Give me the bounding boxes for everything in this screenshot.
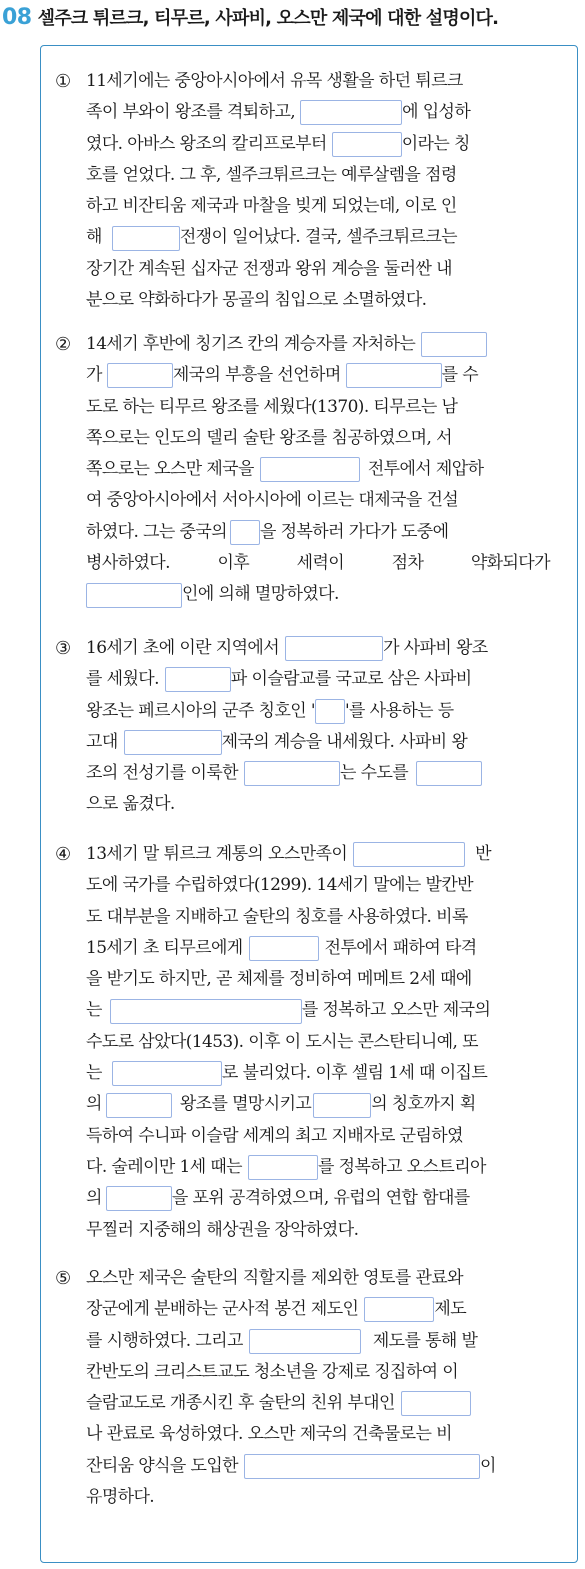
text: 16세기 초에 이란 지역에서 <box>86 638 280 658</box>
text: 제도를 통해 발 <box>372 1330 478 1351</box>
text: 이라는 칭 <box>401 133 470 154</box>
text: 13세기 말 튀르크 계통의 오스만족이 <box>86 844 348 864</box>
item-marker: ⑤ <box>55 1268 71 1289</box>
text: 점차 <box>391 553 424 574</box>
text: 분으로 약화하다가 몽골의 침입으로 소멸하였다. <box>86 290 427 311</box>
text: 의 <box>86 1188 102 1209</box>
text: 잔티움 양식을 도입한 <box>86 1455 239 1476</box>
item-1 <box>55 66 560 316</box>
answer-blank[interactable] <box>249 1329 361 1354</box>
text: 족이 부와이 왕조를 격퇴하고, <box>86 102 296 123</box>
text: 으로 옮겼다. <box>86 794 175 815</box>
text: 가 <box>86 365 102 386</box>
text: 장군에게 분배하는 군사적 봉건 제도인 <box>86 1299 359 1320</box>
text: 을 받기도 하지만, 곧 체제를 정비하여 메메트 2세 때에 <box>86 969 472 990</box>
text: 14세기 후반에 칭기즈 칸의 계승자를 자처하는 <box>86 334 416 354</box>
item-marker: ① <box>55 71 71 92</box>
answer-blank[interactable] <box>315 699 345 724</box>
text: 수도로 삼았다(1453). 이후 이 도시는 콘스탄티니예, 또 <box>86 1031 478 1052</box>
text: 를 정복하고 오스만 제국의 <box>301 1000 491 1021</box>
answer-blank[interactable] <box>421 332 487 357</box>
text: 도에 국가를 수립하였다(1299). 14세기 말에는 발칸반 <box>86 875 473 896</box>
text: 오스만 제국은 술탄의 직할지를 제외한 영토를 관료와 <box>86 1268 463 1288</box>
text: 해 <box>86 227 102 248</box>
answer-blank[interactable] <box>106 1186 172 1211</box>
item-2 <box>55 329 560 611</box>
text: 칸반도의 크리스트교도 청소년을 강제로 징집하여 이 <box>86 1361 459 1382</box>
text: 는 <box>86 1063 102 1084</box>
text: 왕조를 멸망시키고 <box>179 1094 312 1115</box>
text: 는 <box>86 1000 102 1021</box>
text: 의 <box>86 1094 102 1115</box>
text: 인에 의해 멸망하였다. <box>182 584 339 605</box>
text: 제도 <box>434 1299 467 1320</box>
text: 고대 <box>86 731 118 752</box>
text: 이 <box>480 1455 496 1476</box>
answer-blank[interactable] <box>107 363 173 388</box>
text: 파 이슬람교를 국교로 삼은 사파비 <box>230 669 472 690</box>
text: 전투에서 패하여 타격 <box>324 937 477 958</box>
text: 를 수 <box>441 365 479 386</box>
text: 11세기에는 중앙아시아에서 유목 생활을 하던 튀르크 <box>86 71 463 91</box>
text: 도 대부분을 지배하고 술탄의 칭호를 사용하였다. 비록 <box>86 906 468 927</box>
answer-blank[interactable] <box>110 999 302 1024</box>
text: 전쟁이 일어났다. 결국, 셀주크튀르크는 <box>179 227 457 248</box>
text: 세력이 <box>296 553 345 574</box>
answer-blank[interactable] <box>112 1061 222 1086</box>
text: 왕조는 페르시아의 군주 칭호인 ' <box>86 700 315 721</box>
text: 무찔러 지중해의 해상권을 장악하였다. <box>86 1219 359 1240</box>
answer-blank[interactable] <box>244 761 340 786</box>
item-marker: ② <box>55 334 71 355</box>
text: 의 칭호까지 획 <box>371 1094 476 1115</box>
text: 제국의 부흥을 선언하며 <box>172 365 341 386</box>
text: 쪽으로는 오스만 제국을 <box>86 459 254 480</box>
answer-blank[interactable] <box>248 1155 318 1180</box>
answer-blank[interactable] <box>244 1454 480 1479</box>
item-marker: ④ <box>55 844 71 865</box>
text: 하고 비잔티움 제국과 마찰을 빚게 되었는데, 이로 인 <box>86 196 457 217</box>
answer-blank[interactable] <box>124 730 222 755</box>
text: 를 세웠다. <box>86 669 159 690</box>
answer-blank[interactable] <box>249 936 319 961</box>
text: 여 중앙아시아에서 서아시아에 이르는 대제국을 건설 <box>86 490 459 511</box>
question-header <box>2 2 498 32</box>
question-number: 08 <box>2 4 32 30</box>
text: 병사하였다. <box>86 553 170 574</box>
item-5 <box>55 1263 560 1513</box>
text: 반 <box>475 844 491 864</box>
text: 15세기 초 티무르에게 <box>86 937 243 958</box>
text: 호를 얻었다. 그 후, 셀주크튀르크는 예루살렘을 점령 <box>86 164 457 185</box>
text: 다. 술레이만 1세 때는 <box>86 1156 243 1177</box>
text: 는 수도를 <box>340 763 409 784</box>
text: 전투에서 제압하 <box>367 459 484 480</box>
text: 나 관료로 육성하였다. 오스만 제국의 건축물로는 비 <box>86 1424 452 1445</box>
answer-blank[interactable] <box>165 667 231 692</box>
answer-blank[interactable] <box>313 1093 371 1118</box>
text: 가 사파비 왕조 <box>383 638 488 658</box>
text: 유명하다. <box>86 1487 155 1508</box>
answer-blank[interactable] <box>260 457 360 482</box>
text: 였다. 아바스 왕조의 칼리프로부터 <box>86 133 327 154</box>
answer-blank[interactable] <box>332 132 402 157</box>
text: 을 정복하러 가다가 도중에 <box>260 521 449 542</box>
answer-blank[interactable] <box>364 1297 434 1322</box>
text: 를 시행하였다. 그리고 <box>86 1330 243 1351</box>
text: 로 불리었다. 이후 셀림 1세 때 이집트 <box>221 1063 488 1084</box>
answer-blank[interactable] <box>86 583 182 608</box>
answer-blank[interactable] <box>401 1391 471 1416</box>
text: 을 포위 공격하였으며, 유럽의 연합 함대를 <box>171 1188 470 1209</box>
answer-blank[interactable] <box>285 636 383 661</box>
item-3 <box>55 633 560 821</box>
text: 쪽으로는 인도의 델리 술탄 왕조를 침공하였으며, 서 <box>86 427 452 448</box>
text: 약화되다가 <box>470 553 550 574</box>
text: 득하여 수니파 이슬람 세계의 최고 지배자로 군림하였 <box>86 1125 463 1146</box>
text: 를 정복하고 오스트리아 <box>318 1156 486 1177</box>
text: 슬람교도로 개종시킨 후 술탄의 친위 부대인 <box>86 1393 395 1414</box>
answer-blank[interactable] <box>106 1093 172 1118</box>
text: 장기간 계속된 십자군 전쟁과 왕위 계승을 둘러싼 내 <box>86 258 452 279</box>
item-4 <box>55 839 560 1246</box>
text: 조의 전성기를 이룩한 <box>86 763 239 784</box>
question-title: 셀주크 튀르크, 티무르, 사파비, 오스만 제국에 대한 설명이다. <box>37 8 499 29</box>
text: 에 입성하 <box>402 102 471 123</box>
answer-blank[interactable] <box>416 761 482 786</box>
text: '를 사용하는 등 <box>344 700 454 721</box>
text: 하였다. 그는 중국의 <box>86 521 227 542</box>
answer-blank[interactable] <box>300 100 402 125</box>
answer-blank[interactable] <box>346 363 442 388</box>
answer-blank[interactable] <box>353 842 465 867</box>
answer-blank[interactable] <box>112 226 180 251</box>
text: 도로 하는 티무르 왕조를 세웠다(1370). 티무르는 남 <box>86 396 458 417</box>
answer-blank[interactable] <box>230 520 260 545</box>
text: 이후 <box>217 553 250 574</box>
text: 제국의 계승을 내세웠다. 사파비 왕 <box>221 731 468 752</box>
item-marker: ③ <box>55 638 71 659</box>
